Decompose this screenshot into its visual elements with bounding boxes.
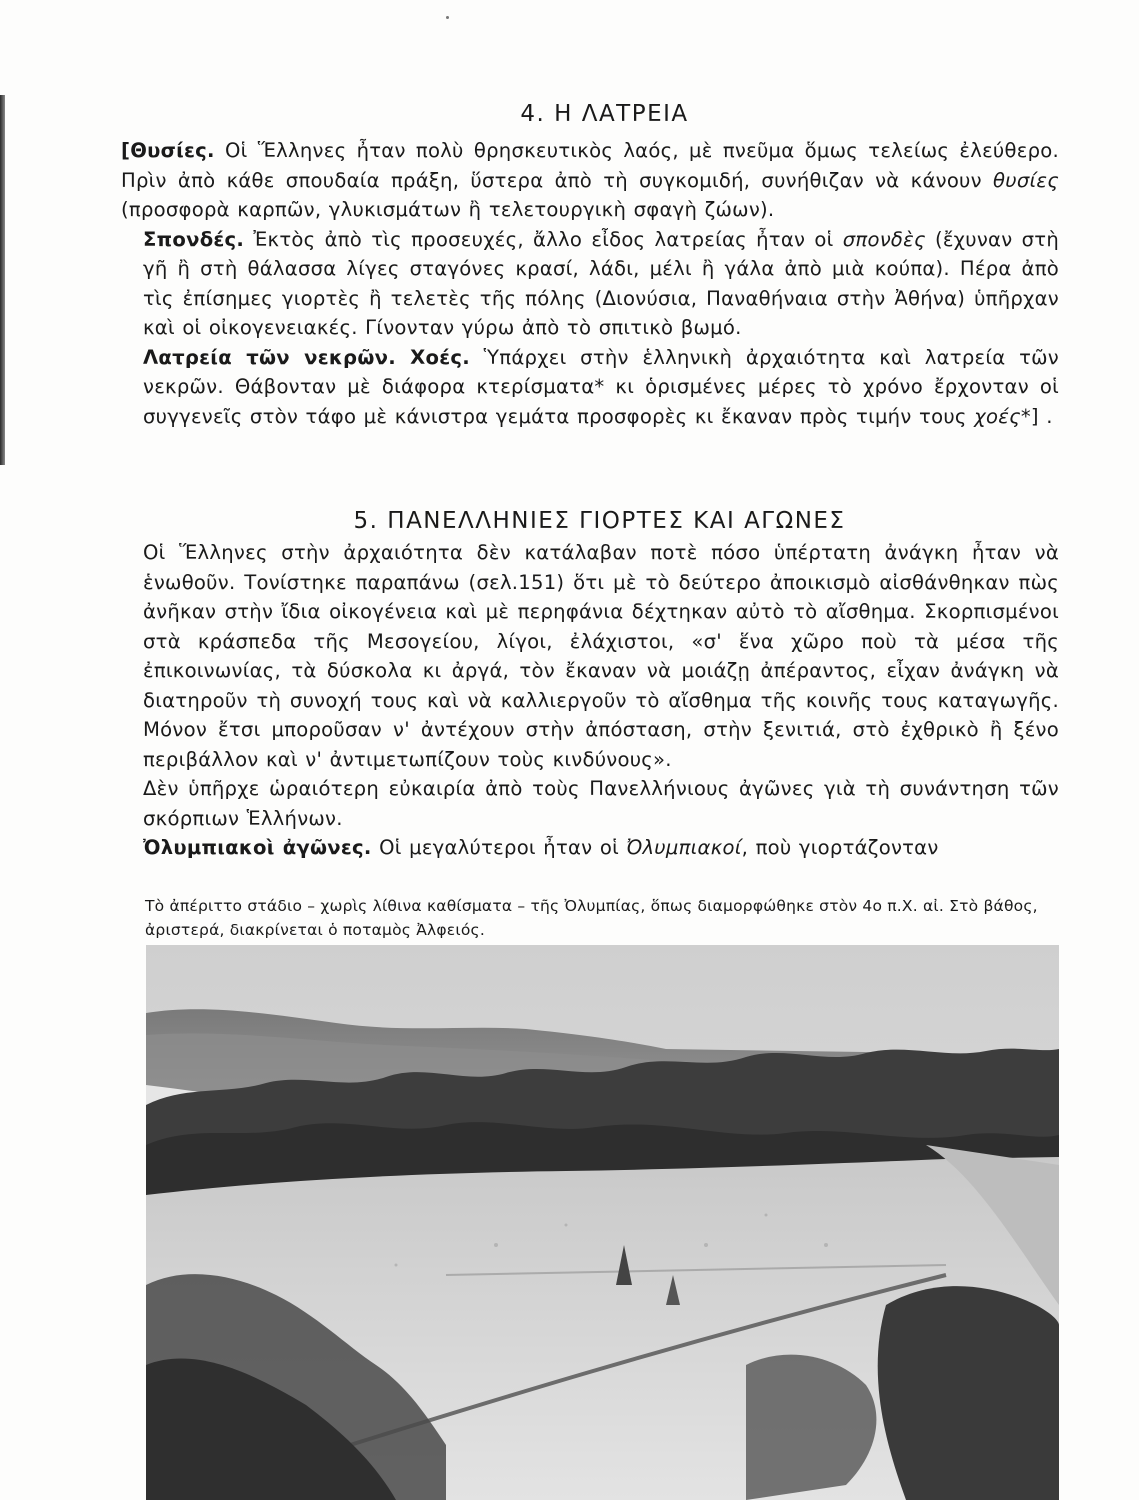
term-sacrifices: [Θυσίες.	[121, 139, 215, 162]
section-title-worship: 4. Η ΛΑΤΡΕΙΑ	[520, 101, 689, 127]
paragraph-text: Ὑπάρχει στὴν ἑλληνικὴ ἀρχαιότητα καὶ λατρεία τῶν νεκρῶν. Θάβονταν μὲ διάφορα κτερίσματα* κι ὁρισμένες μέρες τὸ χρόνο ἔρχονταν οἱ συγγενεῖς στὸν τάφο μὲ κάνιστρα γεμάτα προσφορὲς κι ἔκαναν πρὸς τιμήν τους	[143, 345, 1060, 428]
paragraph-text: (ἔχυναν στὴ γῆ ἢ στὴ θάλασσα λίγες σταγόνες κρασί, λάδι, μέλι ἢ γάλα ἀπὸ μιὰ κούπα). Πέρα ἀπὸ τὶς ἐπίσημες γιορτὲς ἢ τελετὲς τῆς πόλης (Διονύσια, Παναθήναια στὴν Ἀθήνα) ὑπῆρχαν καὶ οἱ οἰκογενειακές. Γίνονταν γύρω ἀπὸ τὸ σπιτικὸ βωμό.	[143, 227, 1059, 339]
italic-term: Ὀλυμπιακοί	[626, 836, 742, 859]
stadium-photo	[146, 945, 1059, 1500]
italic-term: χοές*	[974, 404, 1031, 428]
paragraph-text: (προσφορὰ καρπῶν, γλυκισμάτων ἢ τελετουργικὴ σφαγὴ ζώων).	[121, 198, 775, 221]
caption-text: Τὸ ἀπέριττο στάδιο – χωρὶς λίθινα καθίσματα – τῆς Ὀλυμπίας, ὅπως διαμορφώθηκε στὸν 4ο π.Χ. αἰ. Στὸ βάθος, ἀριστερά, διακρίνεται ὁ ποταμὸς Ἀλφειός.	[145, 897, 1038, 939]
scan-speck	[446, 16, 449, 19]
italic-term: σπονδὲς	[842, 227, 926, 251]
italic-term: θυσίες	[993, 168, 1059, 192]
term-olympic-games: Ὀλυμπιακοὶ ἀγῶνες.	[143, 836, 372, 859]
term-libations: Σπονδές.	[143, 227, 245, 251]
term-cult-of-dead: Λατρεία τῶν νεκρῶν. Χοές.	[143, 345, 470, 369]
paragraph-sacrifices	[121, 136, 1059, 225]
paragraph-cult-of-dead	[121, 343, 1059, 432]
festivals-text	[143, 538, 1059, 863]
paragraph-unity: Οἱ Ἕλληνες στὴν ἀρχαιότητα δὲν κατάλαβαν ποτὲ πόσο ὑπέρτατη ἀνάγκη ἦταν νὰ ἑνωθοῦν. Τονίστηκε παραπάνω (σελ.151) ὅτι μὲ τὸ δεύτερο ἀποικισμὸ αἰσθάνθηκαν πὼς ἀνῆκαν στὴν ἴδια οἰκογένεια καὶ μὲ περηφάνια δέχτηκαν αὐτὸ τὸ αἴσθημα. Σκορπισμένοι στὰ κράσπεδα τῆς Μεσογείου, λίγοι, ἐλάχιστοι, «σ' ἕνα χῶρο ποὺ τὰ μέσα τῆς ἐπικοινωνίας, τὰ δύσκολα κι ἀργά, τὸν ἔκαναν νὰ μοιάζῃ ἀπέραντος, εἶχαν ἀνάγκη νὰ διατηροῦν τὴ συνοχή τους καὶ νὰ καλλιεργοῦν τὸ αἴσθημα τῆς κοινῆς τους καταγωγῆς. Μόνον ἔτσι μποροῦσαν ν' ἀντέχουν στὴν ἀπόσταση, στὴν ξενιτιά, στὸ ἐχθρικὸ ἢ ξένο περιβάλλον καὶ ν' ἀντιμετωπίζουν τοὺς κινδύνους».	[143, 541, 1059, 771]
figure-caption	[145, 894, 1059, 942]
paragraph-text: , ποὺ γιορτάζονταν	[741, 836, 939, 859]
worship-text	[121, 136, 1059, 431]
paragraph-text: Οἱ μεγαλύτεροι ἦταν οἱ	[371, 836, 627, 859]
paragraph-text: Οἱ Ἕλληνες ἦταν πολὺ θρησκευτικὸς λαός, μὲ πνεῦμα ὅμως τελείως ἐλεύθερο. Πρὶν ἀπὸ κάθε σπουδαία πράξη, ὕστερα ἀπὸ τὴ συγκομιδή, συνήθιζαν νὰ κάνουν	[121, 139, 1059, 192]
paragraph-text: Ἐκτὸς ἀπὸ τὶς προσευχές, ἄλλο εἶδος λατρείας ἦταν οἱ	[244, 227, 843, 251]
binding-edge	[0, 95, 5, 465]
paragraph-text: ] .	[1030, 404, 1053, 428]
paragraph-olympic-games	[143, 833, 1059, 863]
paragraph-games-opportunity: Δὲν ὑπῆρχε ὡραιότερη εὐκαιρία ἀπὸ τοὺς Πανελλήνιους ἀγῶνες γιὰ τὴ συνάντηση τῶν σκόρπιων Ἑλλήνων.	[143, 777, 1059, 830]
paragraph-libations	[121, 225, 1059, 343]
section-title-panhellenic-festivals: 5. ΠΑΝΕΛΛΗΝΙΕΣ ΓΙΟΡΤΕΣ ΚΑΙ ΑΓΩΝΕΣ	[353, 508, 846, 534]
stadium-photo-illustration	[146, 945, 1059, 1500]
